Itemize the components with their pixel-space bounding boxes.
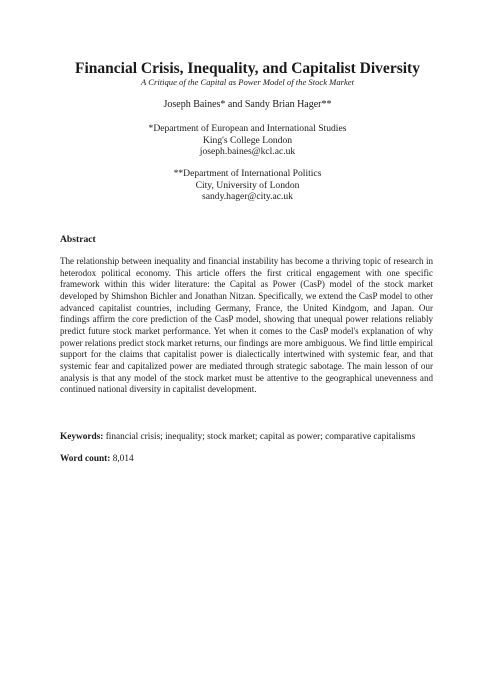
paper-subtitle: A Critique of the Capital as Power Model of the Stock Market (141, 77, 354, 87)
affiliation-2-department: **Department of International Politics (173, 168, 322, 179)
affiliation-1-department: *Department of European and International Studies (148, 123, 347, 134)
affiliation-1-institution: King's College London (202, 134, 293, 146)
abstract-heading: Abstract (60, 234, 96, 245)
keywords-label: Keywords: (60, 432, 104, 442)
keywords-text: financial crisis; inequality; stock market; capital as power; comparative capitalisms (103, 432, 416, 442)
paper-title: Financial Crisis, Inequality, and Capitalist Diversity (75, 60, 420, 77)
word-count-value: 8,014 (110, 454, 134, 464)
word-count-line (60, 453, 134, 465)
author-list: Joseph Baines* and Sandy Brian Hager** (163, 99, 332, 110)
affiliation-2 (40, 168, 455, 203)
affiliation-2-email: sandy.hager@city.ac.uk (202, 191, 293, 202)
affiliation-2-institution: City, University of London (195, 179, 300, 191)
affiliation-1 (40, 123, 455, 158)
word-count-label: Word count: (60, 454, 111, 464)
abstract-body: The relationship between inequality and financial instability has become a thriving topic of research in heterodox political economy. This article offers the first critical engagement with one specific framework within this wider literature: the Capital as Power (CasP) model of the stock market developed by Shimshon Bichler and Jonathan Nitzan. Specifically, we extend the CasP model to other advanced capitalist countries, including Germany, France, the United Kindgom, and Japan. Our findings affirm the core prediction of the CasP model, showing that unequal power relations reliably predict future stock market performance. Yet when it comes to the CasP model's explanation of why power relations predict stock market returns, our findings are more ambiguous. We find little empirical support for the claims that capitalist power is dialectically intertwined with systemic fear, and that systemic fear and capitalized power are mediated through strategic sabotage. The main lesson of our analysis is that any model of the stock market must be attentive to the geographical unevenness and continued national diversity in capitalist development. (60, 256, 433, 395)
keywords-line (60, 431, 450, 443)
affiliation-1-email: joseph.baines@kcl.ac.uk (199, 146, 296, 157)
